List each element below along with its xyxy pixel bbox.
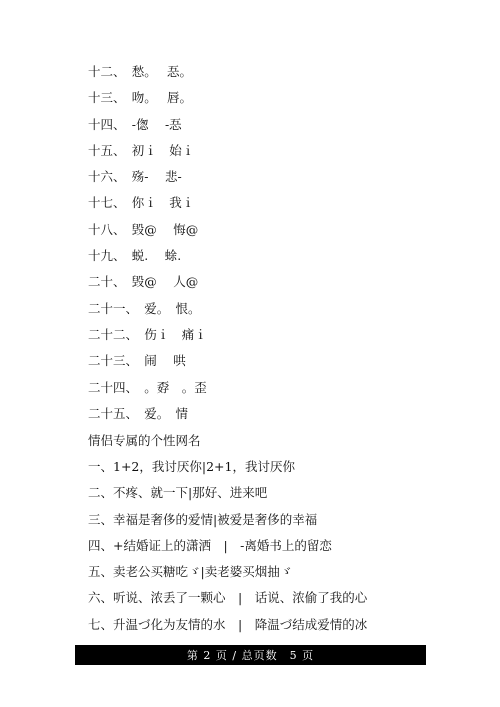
page-number-text: 第 2 页 / 总页数 5 页 [186,649,315,662]
list-item: 四、+结婚证上的潇洒 | -离婚书上的留恋 [88,537,332,553]
couple-names-list [88,457,367,641]
list-item: 二十三、 闹 哄 [88,353,186,369]
section-title: 情侣专属的个性网名 [88,433,201,448]
list-item: 二、不疼、就一下|那好、进来吧 [88,485,268,501]
list-item: 十八、 毁@ 悔@ [88,221,199,237]
list-item: 五、卖老公买糖吃ゞ|卖老婆买烟抽ゞ [88,564,293,580]
list-item: 七、升温づ化为友情的水 | 降温づ结成爱情的冰 [88,616,368,632]
list-item: 十六、 殇- 悲- [88,169,182,185]
list-item: 十四、 -偬 -忢 [88,116,182,132]
page-footer [75,645,426,665]
list-item: 三、幸福是奢侈的爱情|被爱是奢侈的幸福 [88,511,318,527]
list-item: 十七、 你ｉ 我ｉ [88,195,195,211]
list-item: 二十四、 。孬 。歪 [88,379,207,395]
list-item: 二十二、 伤ｉ 痛ｉ [88,326,207,342]
list-item: 十三、 吻。 唇。 [88,90,192,106]
list-item: 二十一、 爱。 恨。 [88,300,201,316]
list-item: 十二、 愁。 忢。 [88,64,192,79]
numbered-list [88,62,207,430]
list-item: 十五、 初ｉ 始ｉ [88,142,195,158]
list-item: 二十五、 爱。 情 [88,405,189,421]
list-item: 十九、 蜕. 蜍. [88,248,182,264]
list-item: 二十、 毁@ 人@ [88,274,199,290]
list-item: 一、1+2，我讨厌你|2+1，我讨厌你 [88,459,295,474]
list-item: 六、听说、浓丢了一颗心 | 话说、浓偷了我的心 [88,590,368,606]
